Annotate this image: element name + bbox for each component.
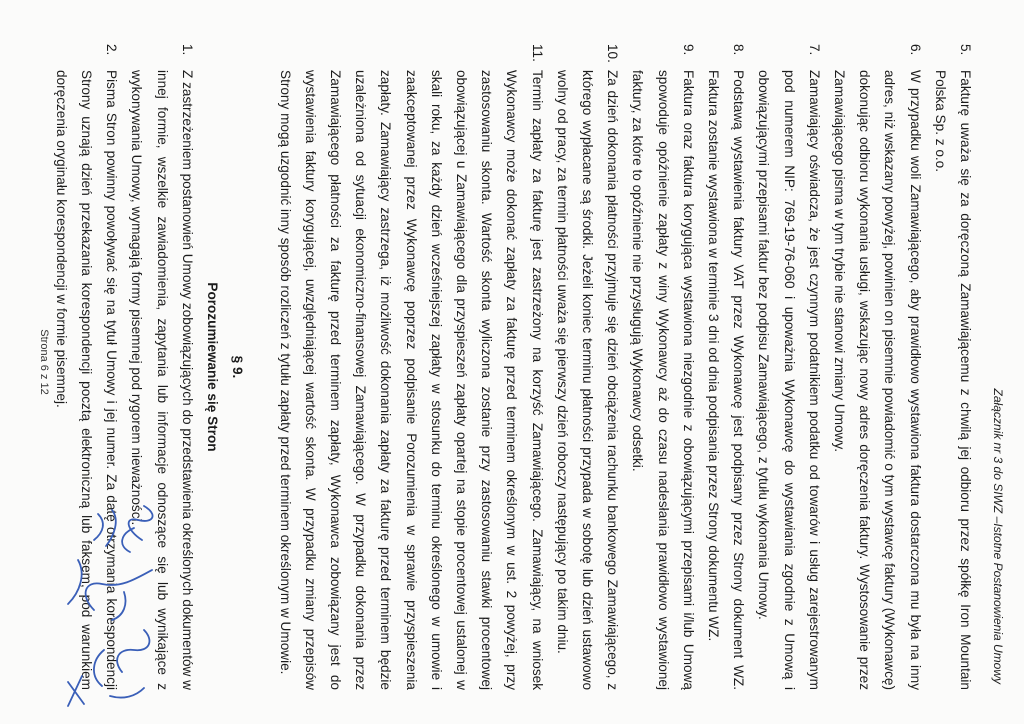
list-item xyxy=(625,44,701,690)
handwritten-signatures xyxy=(54,500,164,710)
page-header: Załącznik nr 3 do SIWZ –Istotne Postanowienia Umowy xyxy=(991,388,1005,684)
item-text: Podstawą wystawienia faktury VAT przez Wykonawcę jest podpisany przez Strony dokument WZ. Faktura zostanie wystawiona w terminie 3 dni od dnia podpisania przez Strony dokumentu WZ. xyxy=(705,70,747,690)
item-text: Termin zapłaty za fakturę jest zastrzeżony na korzyść Zamawiającego. Zamawiający, na wniosek Wykonawcy może dokonać zapłaty za fakturę przed terminem określonym w ust. 2 powyżej, przy zastosowaniu skonta. Wartość skonta wyliczona zostanie przy zastosowaniu stawki procentowej obowiązującej u Zamawiającego dla przyspieszeń zapłaty opartej na stopie procentowej ustalonej w skali roku, za każdy dzień wcześniejszej zapłaty w stosunku do terminu określonego w umowie i zaakceptowanej przez Wykonawcę poprzez podpisanie Porozumienia w sprawie przyspieszenia zapłaty. Zamawiający zastrzega, iż możliwość dokonania zapłaty za fakturę przed terminem będzie uzależniona od sytuacji ekonomiczno-finansowej Zamawiającego. W przypadku dokonania przez Zamawiającego płatności za fakturę przed terminem zapłaty, Wykonawca zobowiązany jest do wystawienia faktury korygującej, uwzględniającej wartość skonta. W przypadku zmiany przepisów Strony mogą uzgodnić inny sposób rozliczeń z tytułu zapłaty przed terminem określonym w Umowie. xyxy=(277,70,545,690)
list-item xyxy=(272,44,549,690)
item-number: 10. xyxy=(605,44,621,63)
item-text: W przypadku woli Zamawiającego, aby prawidłowo wystawiona faktura dostarczona mu była na inny adres, niż wskazany powyżej, powinien on pisemnie powiadomić o tym wystawcę faktury (Wykonawcę) dokonując odbioru wykonania usługi, wskazując nowy adres doręczenia faktury. Wystosowanie przez Zamawiającego pisma w tym trybie nie stanowi zmiany Umowy. xyxy=(831,70,923,690)
item-text: Pisma Stron powinny powoływać się na tytuł Umowy i jej numer. Za datę otrzymania korespondencji Strony uznają dzień przekazania korespondencji pocztą elektroniczną lub faksem, pod warunkiem doręczenia oryginału korespondencji w formie pisemnej. xyxy=(53,70,120,690)
item-text: Faktura oraz faktura korygująca wystawiona niezgodnie z obowiązującymi przepisami i/lub Umową spowoduje opóźnienie zapłaty z winy Wykonawcy aż do czasu nadesłania prawidłowo wystawionej faktury, za które to opóźnienie nie przysługują Wykonawcy odsetki. xyxy=(630,70,696,690)
list-item xyxy=(701,44,751,690)
item-number: 7. xyxy=(806,44,822,56)
item-number: 6. xyxy=(907,44,923,56)
item-number: 1. xyxy=(179,44,195,56)
page-number: Strona 6 z 12 xyxy=(38,329,50,395)
item-number: 9. xyxy=(680,44,696,56)
item-number: 11. xyxy=(529,44,545,62)
payment-terms-list xyxy=(272,44,978,690)
list-item xyxy=(751,44,827,690)
item-number: 2. xyxy=(104,44,120,56)
item-text: Za dzień dokonania płatności przyjmuje się dzień obciążenia rachunku bankowego Zamawiającego, z którego wypłacane są środki. Jeżeli koniec terminu płatności przypada w sobotę lub dzień ustawowo wolny od pracy, za termin płatności uważa się pierwszy dzień roboczy następujący po takim dniu. xyxy=(554,70,621,690)
item-number: 5. xyxy=(958,44,973,56)
list-item xyxy=(827,44,928,690)
item-text: Zamawiający oświadcza, że jest czynnym podatnikiem podatku od towarów i usług zarejestrowanym pod numerem NIP: 769-19-76-060 i upoważnia Wykonawcę do wystawiania zgodnie z Umową i obowiązującymi przepisami faktur bez podpisu Zamawiającego, z tytułu wykonania Umowy. xyxy=(756,70,822,690)
item-text: Fakturę uważa się za doręczoną Zamawiającemu z chwilą jej odbioru przez spółkę Iron Mountain Polska Sp. z o.o. xyxy=(932,70,973,690)
section-number: § 9. xyxy=(230,355,246,379)
section-heading xyxy=(200,44,250,690)
list-item xyxy=(928,44,978,690)
section-title: Porozumiewanie się Stron xyxy=(205,282,221,452)
document-body xyxy=(49,44,978,690)
item-number: 8. xyxy=(731,44,747,56)
item-text: Z zastrzeżeniem postanowień Umowy zobowiązujących do przedstawienia określonych dokumentów w innej formie, wszelkie zawiadomienia, zapytania lub informacje odnoszące się lub wynikające z wykonywania Umowy, wymagają formy pisemnej pod rygorem nieważności. xyxy=(129,70,195,690)
signature-scribble-icon xyxy=(54,500,164,710)
list-item xyxy=(550,44,626,690)
